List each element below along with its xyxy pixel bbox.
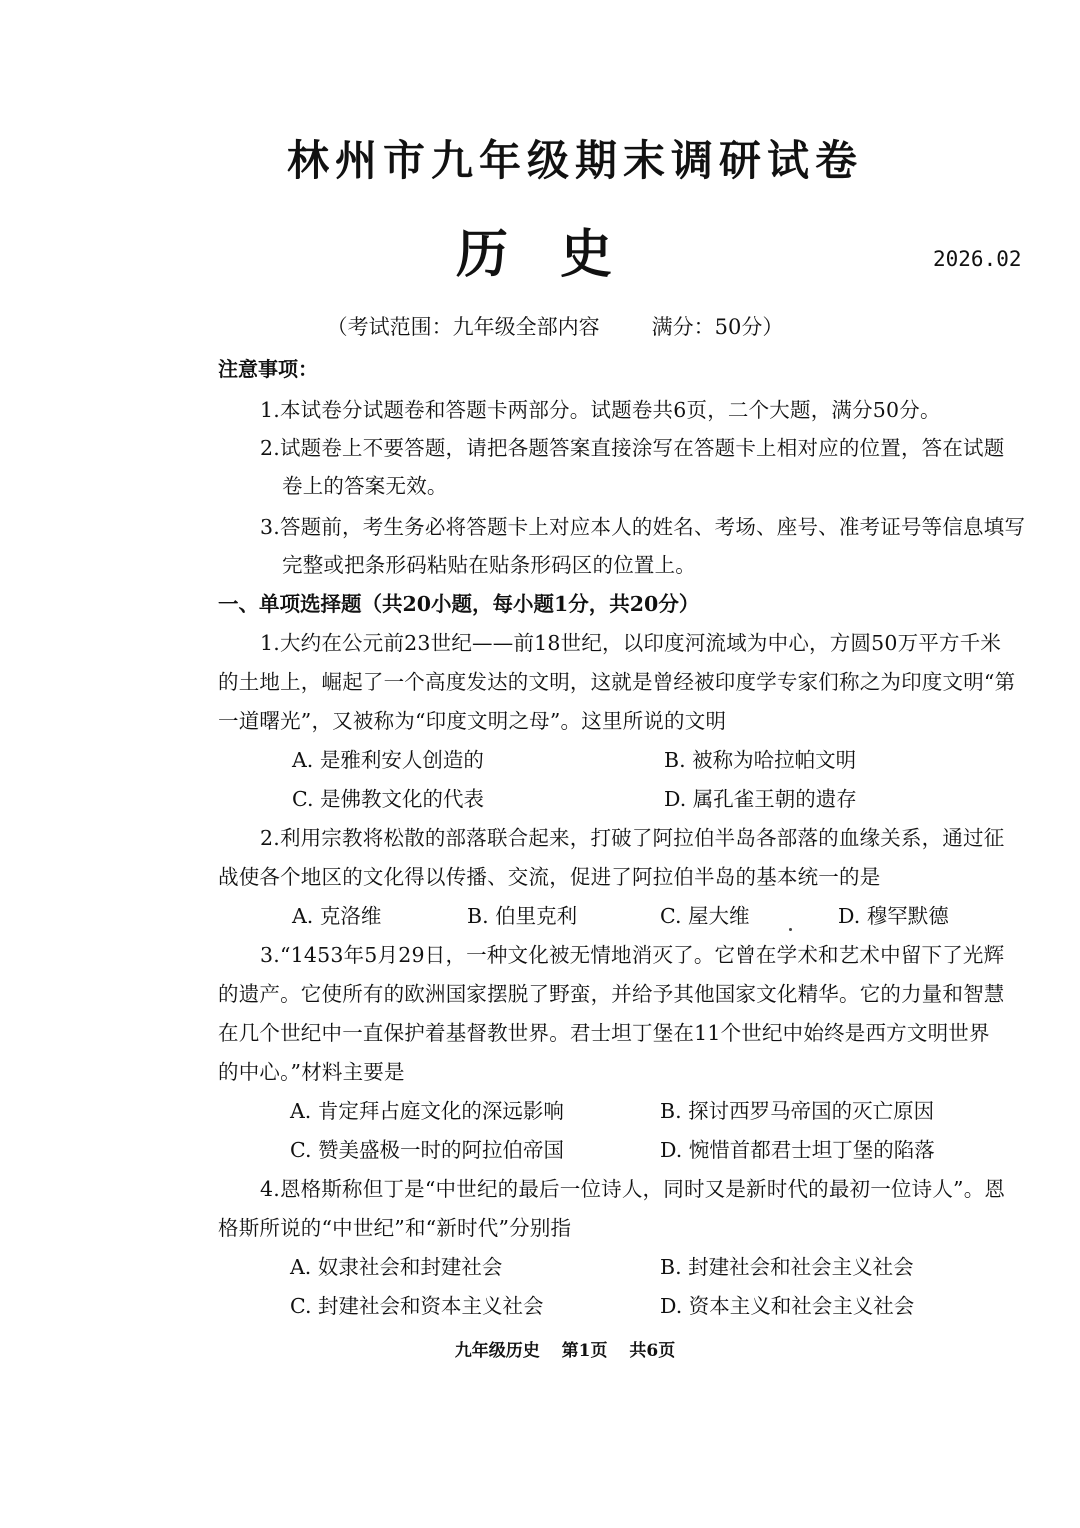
notice-heading: 注意事项： (218, 357, 318, 381)
footer-subject: 九年级历史 (454, 1341, 540, 1361)
notice-line-2: 2.试题卷上不要答题，请把各题答案直接涂写在答题卡上相对应的位置，答在试题 (260, 436, 1005, 460)
question-4-option-b: B. 封建社会和社会主义社会 (660, 1255, 914, 1279)
question-2-option-c: C. 屋大维 (660, 904, 750, 928)
question-2-option-a: A. 克洛维 (292, 904, 382, 928)
question-4-option-d: D. 资本主义和社会主义社会 (660, 1294, 915, 1318)
question-4-line-2: 格斯所说的“中世纪”和“新时代”分别指 (218, 1216, 572, 1240)
question-2-option-b: B. 伯里克利 (467, 904, 578, 928)
exam-scope: （考试范围：九年级全部内容 (326, 315, 600, 339)
page-footer (0, 1336, 1080, 1361)
scan-speck (789, 928, 792, 931)
question-3-line-2: 的遗产。它使所有的欧洲国家摆脱了野蛮，并给予其他国家文化精华。它的力量和智慧 (218, 982, 1005, 1006)
exam-date: 2026.02 (933, 247, 1022, 271)
question-3-option-b: B. 探讨西罗马帝国的灭亡原因 (660, 1099, 935, 1123)
question-3-line-4: 的中心。”材料主要是 (218, 1060, 405, 1084)
question-2-line-2: 战使各个地区的文化得以传播、交流，促进了阿拉伯半岛的基本统一的是 (218, 865, 881, 889)
subject-title: 历史 (455, 224, 664, 285)
question-2-option-d: D. 穆罕默德 (838, 904, 949, 928)
exam-title: 林州市九年级期末调研试卷 (286, 136, 863, 185)
notice-line-3: 3.答题前，考生务必将答题卡上对应本人的姓名、考场、座号、准考证号等信息填写 (260, 515, 1026, 539)
question-1-line-2: 的土地上，崛起了一个高度发达的文明，这就是曾经被印度学专家们称之为印度文明“第 (218, 670, 1016, 694)
question-3-option-c: C. 赞美盛极一时的阿拉伯帝国 (290, 1138, 564, 1162)
notice-line-3-cont: 完整或把条形码粘贴在贴条形码区的位置上。 (282, 553, 696, 577)
section-heading: 一、单项选择题（共20小题，每小题1分，共20分） (218, 592, 700, 616)
full-score: 满分：50分） (651, 315, 784, 339)
question-1-option-a: A. 是雅利安人创造的 (292, 748, 484, 772)
notice-line-1: 1.本试卷分试题卷和答题卡两部分。试题卷共6页，二个大题，满分50分。 (260, 398, 941, 422)
question-4-line-1: 4.恩格斯称但丁是“中世纪的最后一位诗人，同时又是新时代的最初一位诗人”。恩 (260, 1177, 1006, 1201)
exam-scope-line (0, 311, 1080, 341)
question-3-line-3: 在几个世纪中一直保护着基督教世界。君士坦丁堡在11个世纪中始终是西方文明世界 (218, 1021, 990, 1045)
question-4-option-c: C. 封建社会和资本主义社会 (290, 1294, 544, 1318)
question-4-option-a: A. 奴隶社会和封建社会 (290, 1255, 503, 1279)
notice-line-2-cont: 卷上的答案无效。 (282, 474, 448, 498)
footer-page-total: 共6页 (629, 1341, 676, 1361)
footer-page-number: 第1页 (561, 1341, 608, 1361)
question-3-option-d: D. 惋惜首都君士坦丁堡的陷落 (660, 1138, 935, 1162)
question-2-line-1: 2.利用宗教将松散的部落联合起来，打破了阿拉伯半岛各部落的血缘关系，通过征 (260, 826, 1005, 850)
question-1-line-1: 1.大约在公元前23世纪——前18世纪，以印度河流域为中心，方圆50万平方千米 (260, 631, 1002, 655)
question-3-option-a: A. 肯定拜占庭文化的深远影响 (290, 1099, 564, 1123)
question-1-option-b: B. 被称为哈拉帕文明 (664, 748, 857, 772)
question-1-option-c: C. 是佛教文化的代表 (292, 787, 484, 811)
question-1-line-3: 一道曙光”，又被称为“印度文明之母”。这里所说的文明 (218, 709, 727, 733)
question-3-line-1: 3.“1453年5月29日，一种文化被无情地消灭了。它曾在学术和艺术中留下了光辉 (260, 943, 1005, 967)
question-1-option-d: D. 属孔雀王朝的遗存 (664, 787, 857, 811)
